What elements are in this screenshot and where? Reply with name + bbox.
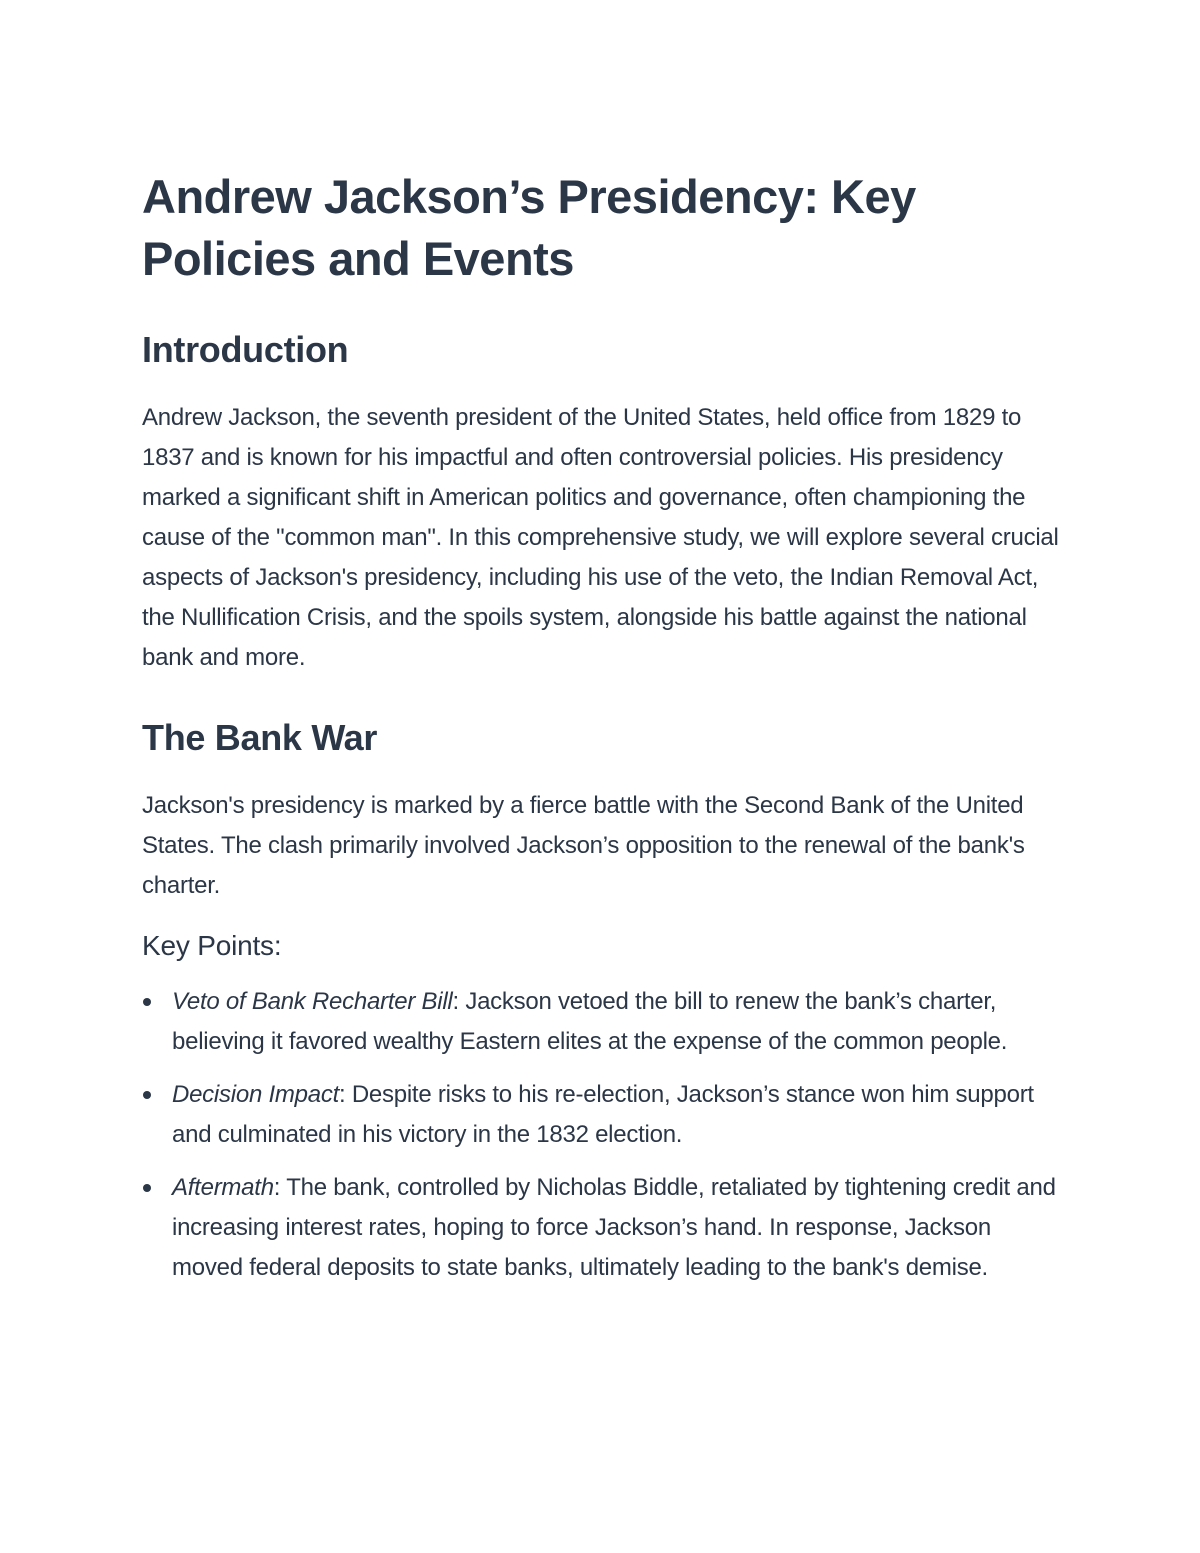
key-points-list [142,982,1062,1288]
bullet-dot-icon [143,1184,151,1192]
key-point-text: : The bank, controlled by Nicholas Biddle, retaliated by tightening credit and increasing interest rates, hoping to force Jackson’s hand. In response, Jackson moved federal deposits to state banks, ultimately leading to the bank's demise. [172,1174,1056,1281]
bank-war-heading: The Bank War [142,717,378,758]
bank-war-paragraph: Jackson's presidency is marked by a fierce battle with the Second Bank of the United States. The clash primarily involved Jackson’s opposition to the renewal of the bank's charter. [142,792,1025,899]
bullet-dot-icon [143,998,151,1006]
key-point-text: : Despite risks to his re-election, Jackson’s stance won him support and culminated in his victory in the 1832 election. [172,1081,1034,1148]
key-points-heading: Key Points: [142,930,282,961]
key-point-veto [142,982,1062,1062]
key-point-term: Veto of Bank Recharter Bill [172,988,453,1015]
key-point-text: : Jackson vetoed the bill to renew the bank’s charter, believing it favored wealthy Eastern elites at the expense of the common people. [172,988,1008,1055]
key-point-term: Aftermath [172,1174,274,1201]
bullet-dot-icon [143,1091,151,1099]
introduction-heading: Introduction [142,329,349,370]
document-page [142,166,1062,1301]
introduction-paragraph: Andrew Jackson, the seventh president of the United States, held office from 1829 to 1837 and is known for his impactful and often controversial policies. His presidency marked a significant shift in American politics and governance, often championing the cause of the "common man". In this comprehensive study, we will explore several crucial aspects of Jackson's presidency, including his use of the veto, the Indian Removal Act, the Nullification Crisis, and the spoils system, alongside his battle against the national bank and more. [142,404,1059,671]
key-point-aftermath [142,1168,1062,1288]
key-point-decision-impact [142,1075,1062,1155]
document-title: Andrew Jackson’s Presidency: Key Policies and Events [142,170,916,285]
key-point-term: Decision Impact [172,1081,339,1108]
